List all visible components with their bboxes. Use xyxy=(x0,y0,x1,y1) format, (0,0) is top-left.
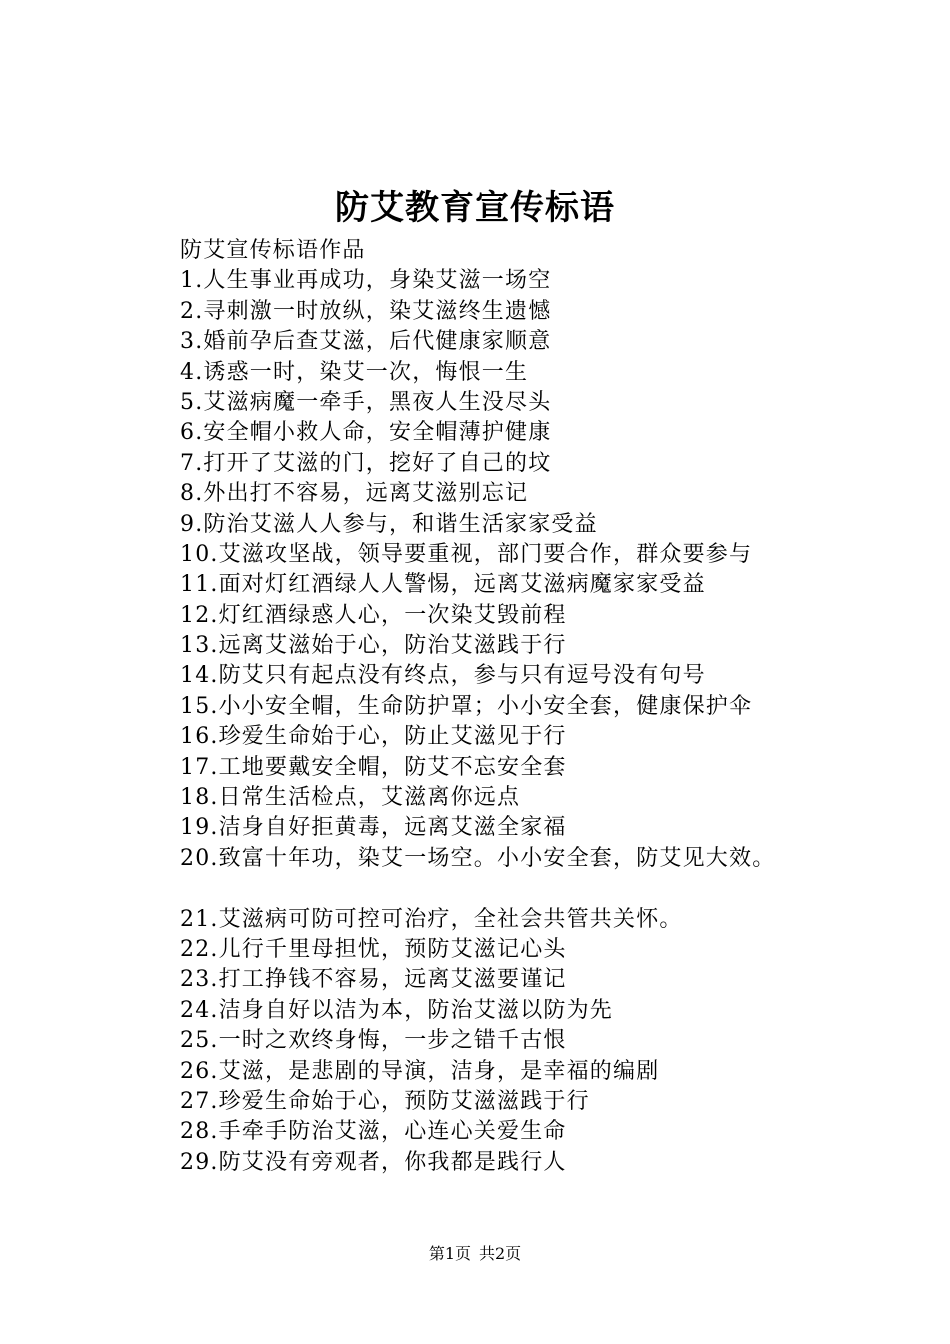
slogan-line: 10.艾滋攻坚战，领导要重视，部门要合作，群众要参与 xyxy=(180,541,753,567)
slogan-line: 19.洁身自好拒黄毒，远离艾滋全家福 xyxy=(180,815,567,841)
slogan-line: 9.防治艾滋人人参与，和谐生活家家受益 xyxy=(180,511,598,537)
slogan-line: 6.安全帽小救人命，安全帽薄护健康 xyxy=(180,420,552,446)
slogan-line: 5.艾滋病魔一牵手，黑夜人生没尽头 xyxy=(180,389,552,415)
slogan-line: 3.婚前孕后查艾滋，后代健康家顺意 xyxy=(180,329,552,355)
slogan-line: 25.一时之欢终身悔，一步之错千古恨 xyxy=(180,1028,567,1054)
slogan-line: 2.寻刺激一时放纵，染艾滋终生遗憾 xyxy=(180,298,552,324)
slogan-line: 21.艾滋病可防可控可治疗，全社会共管共关怀。 xyxy=(180,906,683,932)
slogan-line: 1.人生事业再成功，身染艾滋一场空 xyxy=(180,268,552,294)
subtitle: 防艾宣传标语作品 xyxy=(180,238,366,263)
slogan-line: 29.防艾没有旁观者，你我都是践行人 xyxy=(180,1149,567,1175)
slogan-line: 17.工地要戴安全帽，防艾不忘安全套 xyxy=(180,754,567,780)
slogan-line: 4.诱惑一时，染艾一次，悔恨一生 xyxy=(180,359,529,385)
slogan-line: 18.日常生活检点，艾滋离你远点 xyxy=(180,785,521,811)
slogan-line: 7.打开了艾滋的门，挖好了自己的坟 xyxy=(180,450,552,476)
page-number: 第1页 xyxy=(428,1244,471,1263)
slogan-line: 27.珍爱生命始于心，预防艾滋滋践于行 xyxy=(180,1088,590,1114)
slogan-line: 13.远离艾滋始于心，防治艾滋践于行 xyxy=(180,633,567,659)
document-body xyxy=(180,236,880,1178)
slogan-line: 12.灯红酒绿惑人心，一次染艾毁前程 xyxy=(180,602,567,628)
slogan-line: 24.洁身自好以洁为本，防治艾滋以防为先 xyxy=(180,997,613,1023)
page-footer xyxy=(0,1242,950,1266)
page-total: 共2页 xyxy=(479,1244,522,1263)
slogan-line: 22.儿行千里母担忧，预防艾滋记心头 xyxy=(180,936,567,962)
document-title: 防艾教育宣传标语 xyxy=(335,188,615,228)
slogan-line: 16.珍爱生命始于心，防止艾滋见于行 xyxy=(180,724,567,750)
slogan-line: 8.外出打不容易，远离艾滋别忘记 xyxy=(180,481,529,507)
slogan-line: 20.致富十年功，染艾一场空。小小安全套，防艾见大效。 xyxy=(180,845,776,871)
slogan-line: 14.防艾只有起点没有终点，参与只有逗号没有句号 xyxy=(180,663,706,689)
slogan-line: 15.小小安全帽，生命防护罩；小小安全套，健康保护伞 xyxy=(180,693,753,719)
slogan-line: 28.手牵手防治艾滋，心连心关爱生命 xyxy=(180,1119,567,1145)
blank-line xyxy=(180,874,880,904)
slogan-line: 11.面对灯红酒绿人人警惕，远离艾滋病魔家家受益 xyxy=(180,572,706,598)
slogan-line: 23.打工挣钱不容易，远离艾滋要谨记 xyxy=(180,967,567,993)
slogan-line: 26.艾滋，是悲剧的导演，洁身，是幸福的编剧 xyxy=(180,1058,660,1084)
